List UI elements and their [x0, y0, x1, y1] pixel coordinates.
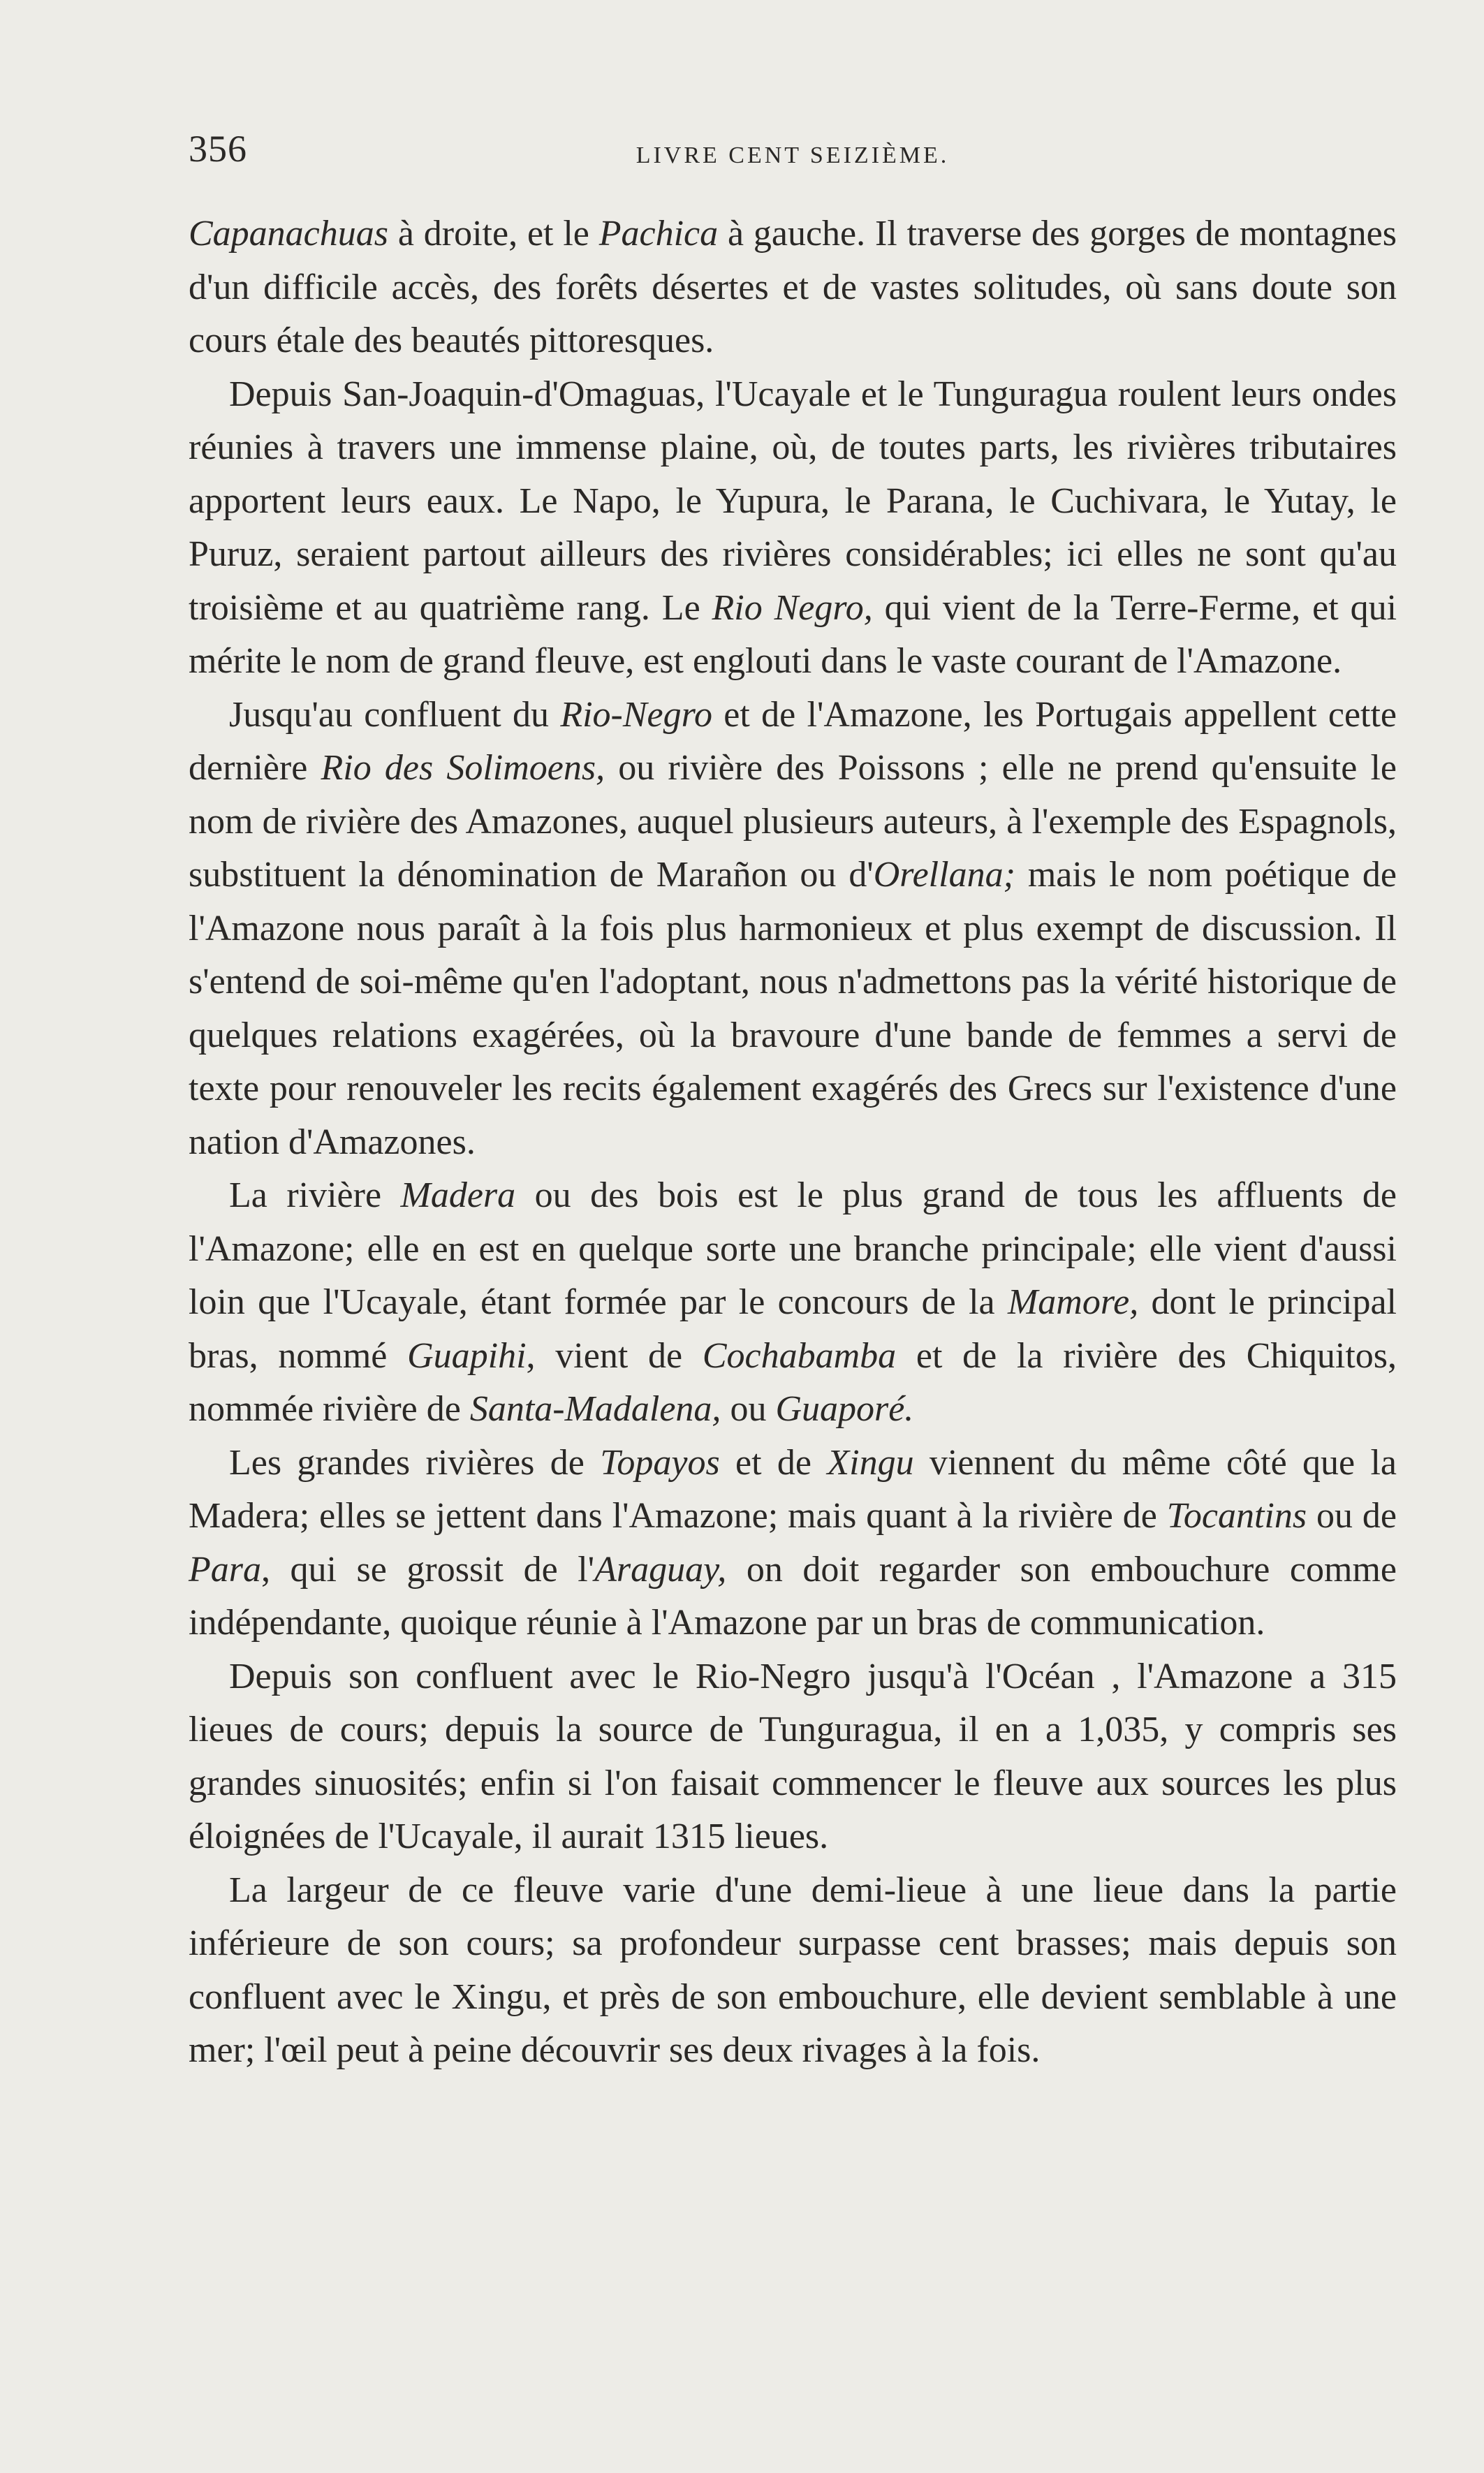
- paragraph: [189, 689, 1397, 1170]
- paragraph: [189, 207, 1397, 368]
- text-run: à droite, et le: [388, 214, 599, 254]
- text-run: Les grandes rivières de: [229, 1442, 601, 1483]
- paragraph: [189, 1864, 1397, 2078]
- italic-term: Orellana;: [873, 855, 1015, 895]
- text-run: qui vient de la Terre-Ferme, et qui mérite le nom de grand fleuve, est englouti dans le vaste courant de l'Amazone.: [189, 587, 1397, 681]
- italic-term: Para: [189, 1549, 261, 1590]
- italic-term: Capanachuas: [189, 214, 388, 254]
- italic-term: Xingu: [827, 1442, 914, 1483]
- text-run: à gauche. Il traverse des gorges de montagnes d'un difficile accès, des forêts désertes et de vastes solitudes, où sans doute son cours étale des beautés pittoresques.: [189, 214, 1397, 360]
- italic-term: Guapihi: [407, 1335, 527, 1376]
- italic-term: Guaporé.: [775, 1389, 914, 1429]
- paragraph: [189, 1437, 1397, 1650]
- text-run: ou des bois est le plus grand de tous les affluents de l'Amazone; elle en est en quelque sorte une branche principale; elle vient d'aussi loin que l'Ucayale, étant formée par le concours de la: [189, 1175, 1397, 1322]
- text-run: dont le principal bras, nommé: [189, 1282, 1397, 1376]
- paragraph: [189, 1169, 1397, 1437]
- text-run: La rivière: [229, 1175, 401, 1215]
- italic-term: Santa-Madalena,: [469, 1389, 721, 1429]
- running-title: LIVRE CENT SEIZIÈME.: [636, 142, 950, 168]
- paragraph: [189, 368, 1397, 689]
- body-text: [189, 207, 1397, 2078]
- italic-term: Rio-Negro: [560, 694, 712, 735]
- text-run: La largeur de ce fleuve varie d'une demi-lieue à une lieue dans la partie inférieure de son cours; sa profondeur surpasse cent brasses; mais depuis son confluent avec le Xingu, et près de son embouchure, elle devient semblable à une mer; l'œil peut à peine découvrir ses deux rivages à la fois.: [189, 1870, 1397, 2070]
- italic-term: Cochabamba: [702, 1335, 897, 1376]
- italic-term: Madera: [400, 1175, 516, 1215]
- page-header: [189, 127, 1397, 176]
- text-run: Jusqu'au confluent du: [229, 694, 561, 735]
- text-run: ou: [721, 1389, 776, 1429]
- text-run: ou rivière des Poissons ; elle ne prend qu'ensuite le nom de rivière des Amazones, auquel plusieurs auteurs, à l'exemple des Espagnols, substituent la dénomination de Marañon ou d': [189, 748, 1397, 895]
- text-run: Depuis son confluent avec le Rio-Negro jusqu'à l'Océan , l'Amazone a 315 lieues de cours; depuis la source de Tunguragua, il en a 1,035, y compris ses grandes sinuosités; enfin si l'on faisait commencer le fleuve aux sources les plus éloignées de l'Ucayale, il aurait 1315 lieues.: [189, 1656, 1397, 1856]
- page-number: 356: [189, 128, 247, 170]
- italic-term: Araguay,: [594, 1549, 727, 1590]
- text-run: , vient de: [526, 1335, 703, 1376]
- text-run: mais le nom poétique de l'Amazone nous paraît à la fois plus harmonieux et plus exempt de discussion. Il s'entend de soi-même qu'en l'adoptant, nous n'admettons pas la vérité historique de quelques relations exagérées, où la bravoure d'une bande de femmes a servi de texte pour renouveler les recits également exagérés des Grecs sur l'existence d'une nation d'Amazones.: [189, 855, 1397, 1162]
- italic-term: Mamore,: [1007, 1282, 1139, 1322]
- text-run: et de la rivière des Chiquitos, nommée rivière de: [189, 1335, 1397, 1429]
- text-run: on doit regarder son embouchure comme indépendante, quoique réunie à l'Amazone par un bras de communication.: [189, 1549, 1397, 1643]
- italic-term: Tocantins: [1166, 1496, 1307, 1536]
- text-run: viennent du même côté que la Madera; elles se jettent dans l'Amazone; mais quant à la rivière de: [189, 1442, 1397, 1536]
- italic-term: Topayos: [600, 1442, 720, 1483]
- text-run: , qui se grossit de l': [261, 1549, 595, 1590]
- text-run: et de l'Amazone, les Portugais appellent cette dernière: [189, 694, 1397, 788]
- text-run: et de: [719, 1442, 828, 1483]
- paragraph: [189, 1650, 1397, 1864]
- italic-term: Rio Negro,: [712, 587, 873, 628]
- text-run: Depuis San-Joaquin-d'Omaguas, l'Ucayale et le Tunguragua roulent leurs ondes réunies à travers une immense plaine, où, de toutes parts, les rivières tributaires apportent leurs eaux. Le Napo, le Yupura, le Parana, le Cuchivara, le Yutay, le Puruz, seraient partout ailleurs des rivières considérables; ici elles ne sont qu'au troisième et au quatrième rang. Le: [189, 374, 1397, 628]
- italic-term: Pachica: [598, 214, 719, 254]
- italic-term: Rio des Solimoens,: [321, 748, 605, 788]
- text-run: ou de: [1307, 1496, 1397, 1536]
